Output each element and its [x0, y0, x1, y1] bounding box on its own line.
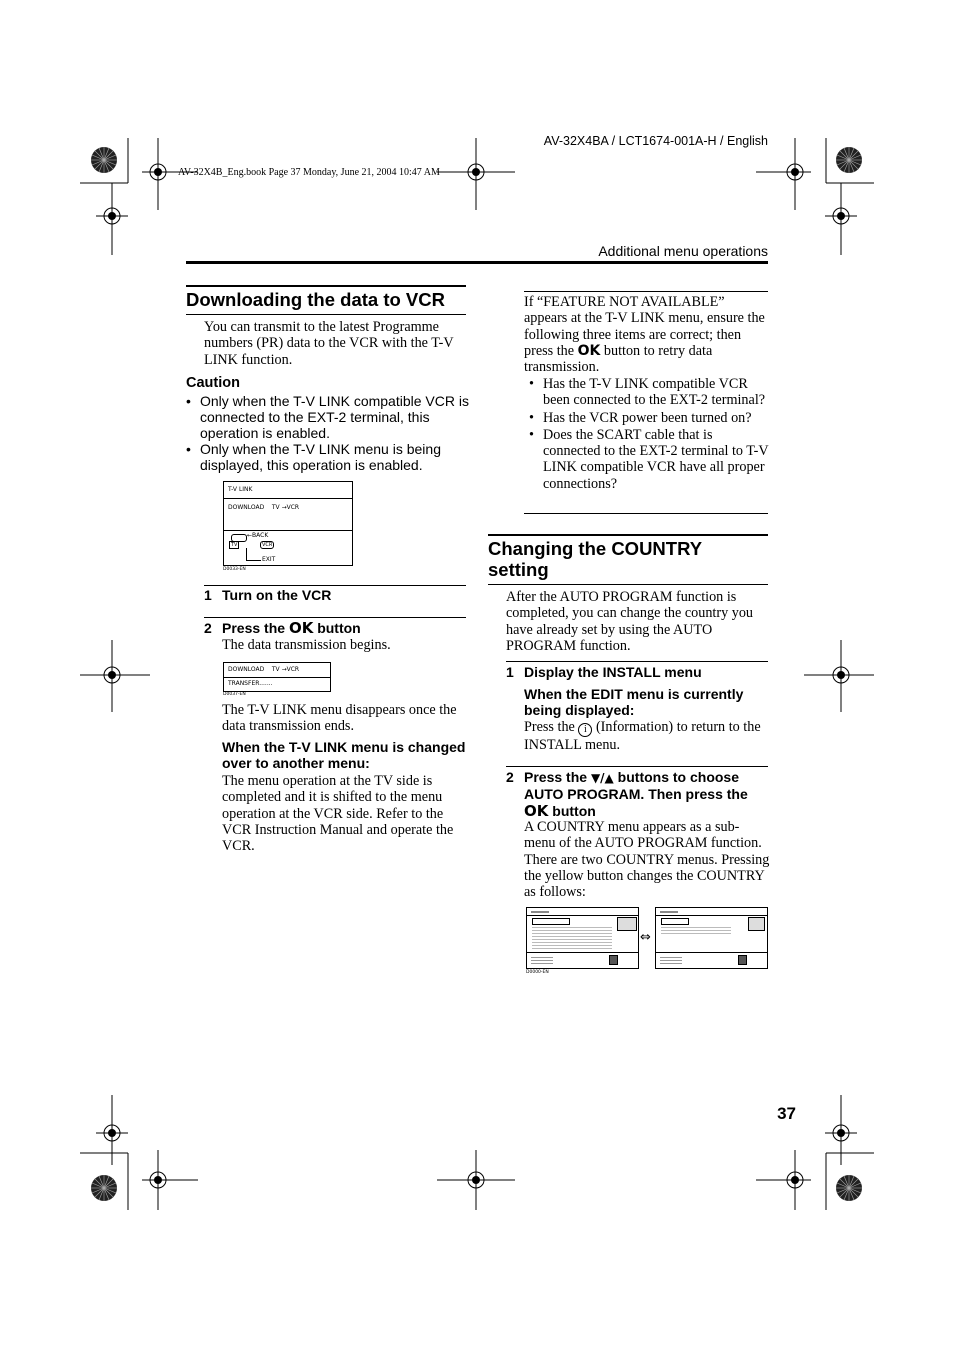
osd-divider	[224, 677, 330, 678]
tv-label: TV	[271, 504, 280, 511]
step-number: 2	[506, 769, 514, 785]
exit-label: EXIT	[262, 556, 276, 563]
step-rule	[506, 766, 768, 767]
page-number: 37	[777, 1104, 796, 1123]
arrow-right-icon: →	[281, 504, 287, 511]
menu-title-placeholder	[531, 911, 549, 913]
switch-arrow-icon: ⇔	[640, 930, 651, 945]
country-menu-figure-2	[655, 907, 768, 969]
tv-label: TV	[271, 666, 280, 673]
step-2-text: The data transmission begins.	[222, 637, 391, 653]
header-model-code: AV-32X4BA / LCT1674-001A-H / English	[543, 134, 768, 148]
after-transmission-text: The T-V LINK menu disappears once the data transmission ends.	[222, 702, 457, 735]
step-2-pre: Press the	[222, 620, 286, 636]
vcr-key-icon: VCR	[262, 542, 273, 548]
section-rule-bottom	[186, 314, 466, 315]
header-rule	[186, 261, 768, 264]
download-row	[228, 666, 299, 674]
figure-code: D0033-EN	[223, 567, 246, 572]
section-title-country: Changing the COUNTRY setting	[488, 538, 702, 580]
selected-row-highlight	[661, 918, 689, 925]
note-rule-bottom	[524, 513, 768, 514]
step-number: 1	[506, 664, 514, 680]
country-list-placeholder	[661, 925, 731, 936]
download-row	[228, 504, 299, 512]
note-checklist	[529, 376, 769, 492]
step-1-title: Turn on the VCR	[222, 587, 332, 603]
step-rule	[204, 617, 466, 618]
country-intro: After the AUTO PROGRAM function is completed, you can change the country you have already set by using the AUTO PROGRAM function.	[506, 589, 754, 654]
download-label: DOWNLOAD	[228, 666, 265, 673]
note-item: • Does the SCART cable that is connected to the EXT-2 terminal to T-V LINK compatible VCR have all proper connections?	[529, 427, 769, 492]
sub-heading: When the T-V LINK menu is changed over to another menu:	[222, 739, 466, 772]
menu-title-placeholder	[660, 911, 678, 913]
step-2-post: button	[317, 620, 361, 636]
section-rule-top	[488, 534, 768, 536]
download-label: DOWNLOAD	[228, 504, 265, 511]
back-hint	[247, 532, 268, 540]
nav-hint-placeholder	[531, 955, 553, 965]
ok-button-icon: OK	[288, 619, 314, 637]
caution-item: • Only when the T-V LINK menu is being displayed, this operation is enabled.	[186, 441, 471, 473]
osd-divider	[656, 915, 767, 916]
step-2-a: Press the	[524, 769, 588, 785]
step-1-text-pre: Press the	[524, 719, 575, 735]
step-1-title: Display the INSTALL menu	[524, 664, 702, 680]
step-rule	[506, 661, 768, 662]
osd-divider	[527, 915, 638, 916]
section-rule-bottom	[488, 584, 768, 585]
transfer-screen-figure	[223, 662, 331, 692]
scroll-box	[748, 917, 765, 931]
yellow-button-icon	[738, 955, 747, 965]
section-title-download: Downloading the data to VCR	[186, 289, 445, 310]
step-2-title	[524, 769, 768, 819]
transfer-status: TRANSFER.......	[228, 680, 273, 687]
country-list-placeholder	[532, 925, 612, 949]
country-menu-figure-1	[526, 907, 639, 969]
step-number: 1	[204, 587, 212, 603]
vcr-label: VCR	[286, 666, 300, 673]
osd-divider	[656, 952, 767, 953]
arrow-left-icon: ←	[247, 532, 253, 539]
header-book-info: AV-32X4B_Eng.book Page 37 Monday, June 21, 2004 10:47 AM	[178, 167, 440, 178]
note-text-post: button to retry data transmission.	[524, 342, 713, 376]
exit-pointer-line	[246, 548, 261, 561]
osd-divider	[527, 952, 638, 953]
vcr-label: VCR	[286, 504, 300, 511]
step-1-text-post: (Information) to return to the INSTALL menu.	[524, 719, 761, 753]
step-2-b: buttons to choose AUTO PROGRAM. Then press the	[524, 769, 748, 803]
note-item: • Has the VCR power been turned on?	[529, 410, 769, 426]
tvlink-menu-title: T-V LINK	[228, 486, 253, 493]
section-rule-top	[186, 285, 466, 287]
osd-divider	[224, 530, 352, 531]
osd-divider	[224, 498, 352, 499]
yellow-button-icon	[609, 955, 618, 965]
ok-button-icon: OK	[524, 801, 549, 820]
download-intro: You can transmit to the latest Programme numbers (PR) data to the VCR with the T-V LINK function.	[204, 319, 454, 368]
selected-row-highlight	[532, 918, 570, 925]
figure-code: D0037-EN	[223, 692, 246, 697]
step-2-title	[222, 620, 361, 636]
nav-hint-placeholder	[660, 955, 682, 965]
tvlink-menu-figure	[223, 481, 353, 566]
step-2-c: button	[552, 802, 596, 819]
ok-button-icon: OK	[577, 342, 601, 359]
caution-heading: Caution	[186, 375, 240, 391]
step-number: 2	[204, 620, 212, 636]
back-label: BACK	[252, 532, 269, 539]
note-text-pre: If “FEATURE NOT AVAILABLE” appears at the T-V LINK menu, ensure the following three items are correct; then press the	[524, 294, 765, 359]
note-rule-top	[524, 291, 768, 292]
step-1-subheading: When the EDIT menu is currently being displayed:	[524, 686, 744, 719]
figure-code: D0000-EN	[526, 970, 549, 975]
note-item: • Has the T-V LINK compatible VCR been connected to the EXT-2 terminal?	[529, 376, 769, 409]
info-icon: i	[578, 723, 592, 737]
step-2-text: A COUNTRY menu appears as a sub-menu of the AUTO PROGRAM function. There are two COUNTRY menus. Pressing the yellow button changes the COUNTRY as follows:	[524, 819, 770, 901]
caution-list	[186, 393, 471, 473]
step-1-text	[524, 719, 770, 753]
sub-heading-text: The menu operation at the TV side is completed and it is shifted to the menu operation at the VCR side. Refer to the VCR Instruction Manual and operate the VCR.	[222, 773, 454, 855]
header-section-title: Additional menu operations	[598, 243, 768, 259]
scroll-box	[617, 917, 637, 931]
tv-key-icon: TV	[231, 542, 238, 548]
step-rule	[204, 585, 466, 586]
caution-item: • Only when the T-V LINK compatible VCR is connected to the EXT-2 terminal, this operation is enabled.	[186, 393, 471, 441]
note-text	[524, 294, 770, 375]
down-up-arrows-icon: ▼/▲	[590, 771, 614, 785]
arrow-right-icon: →	[281, 666, 287, 673]
